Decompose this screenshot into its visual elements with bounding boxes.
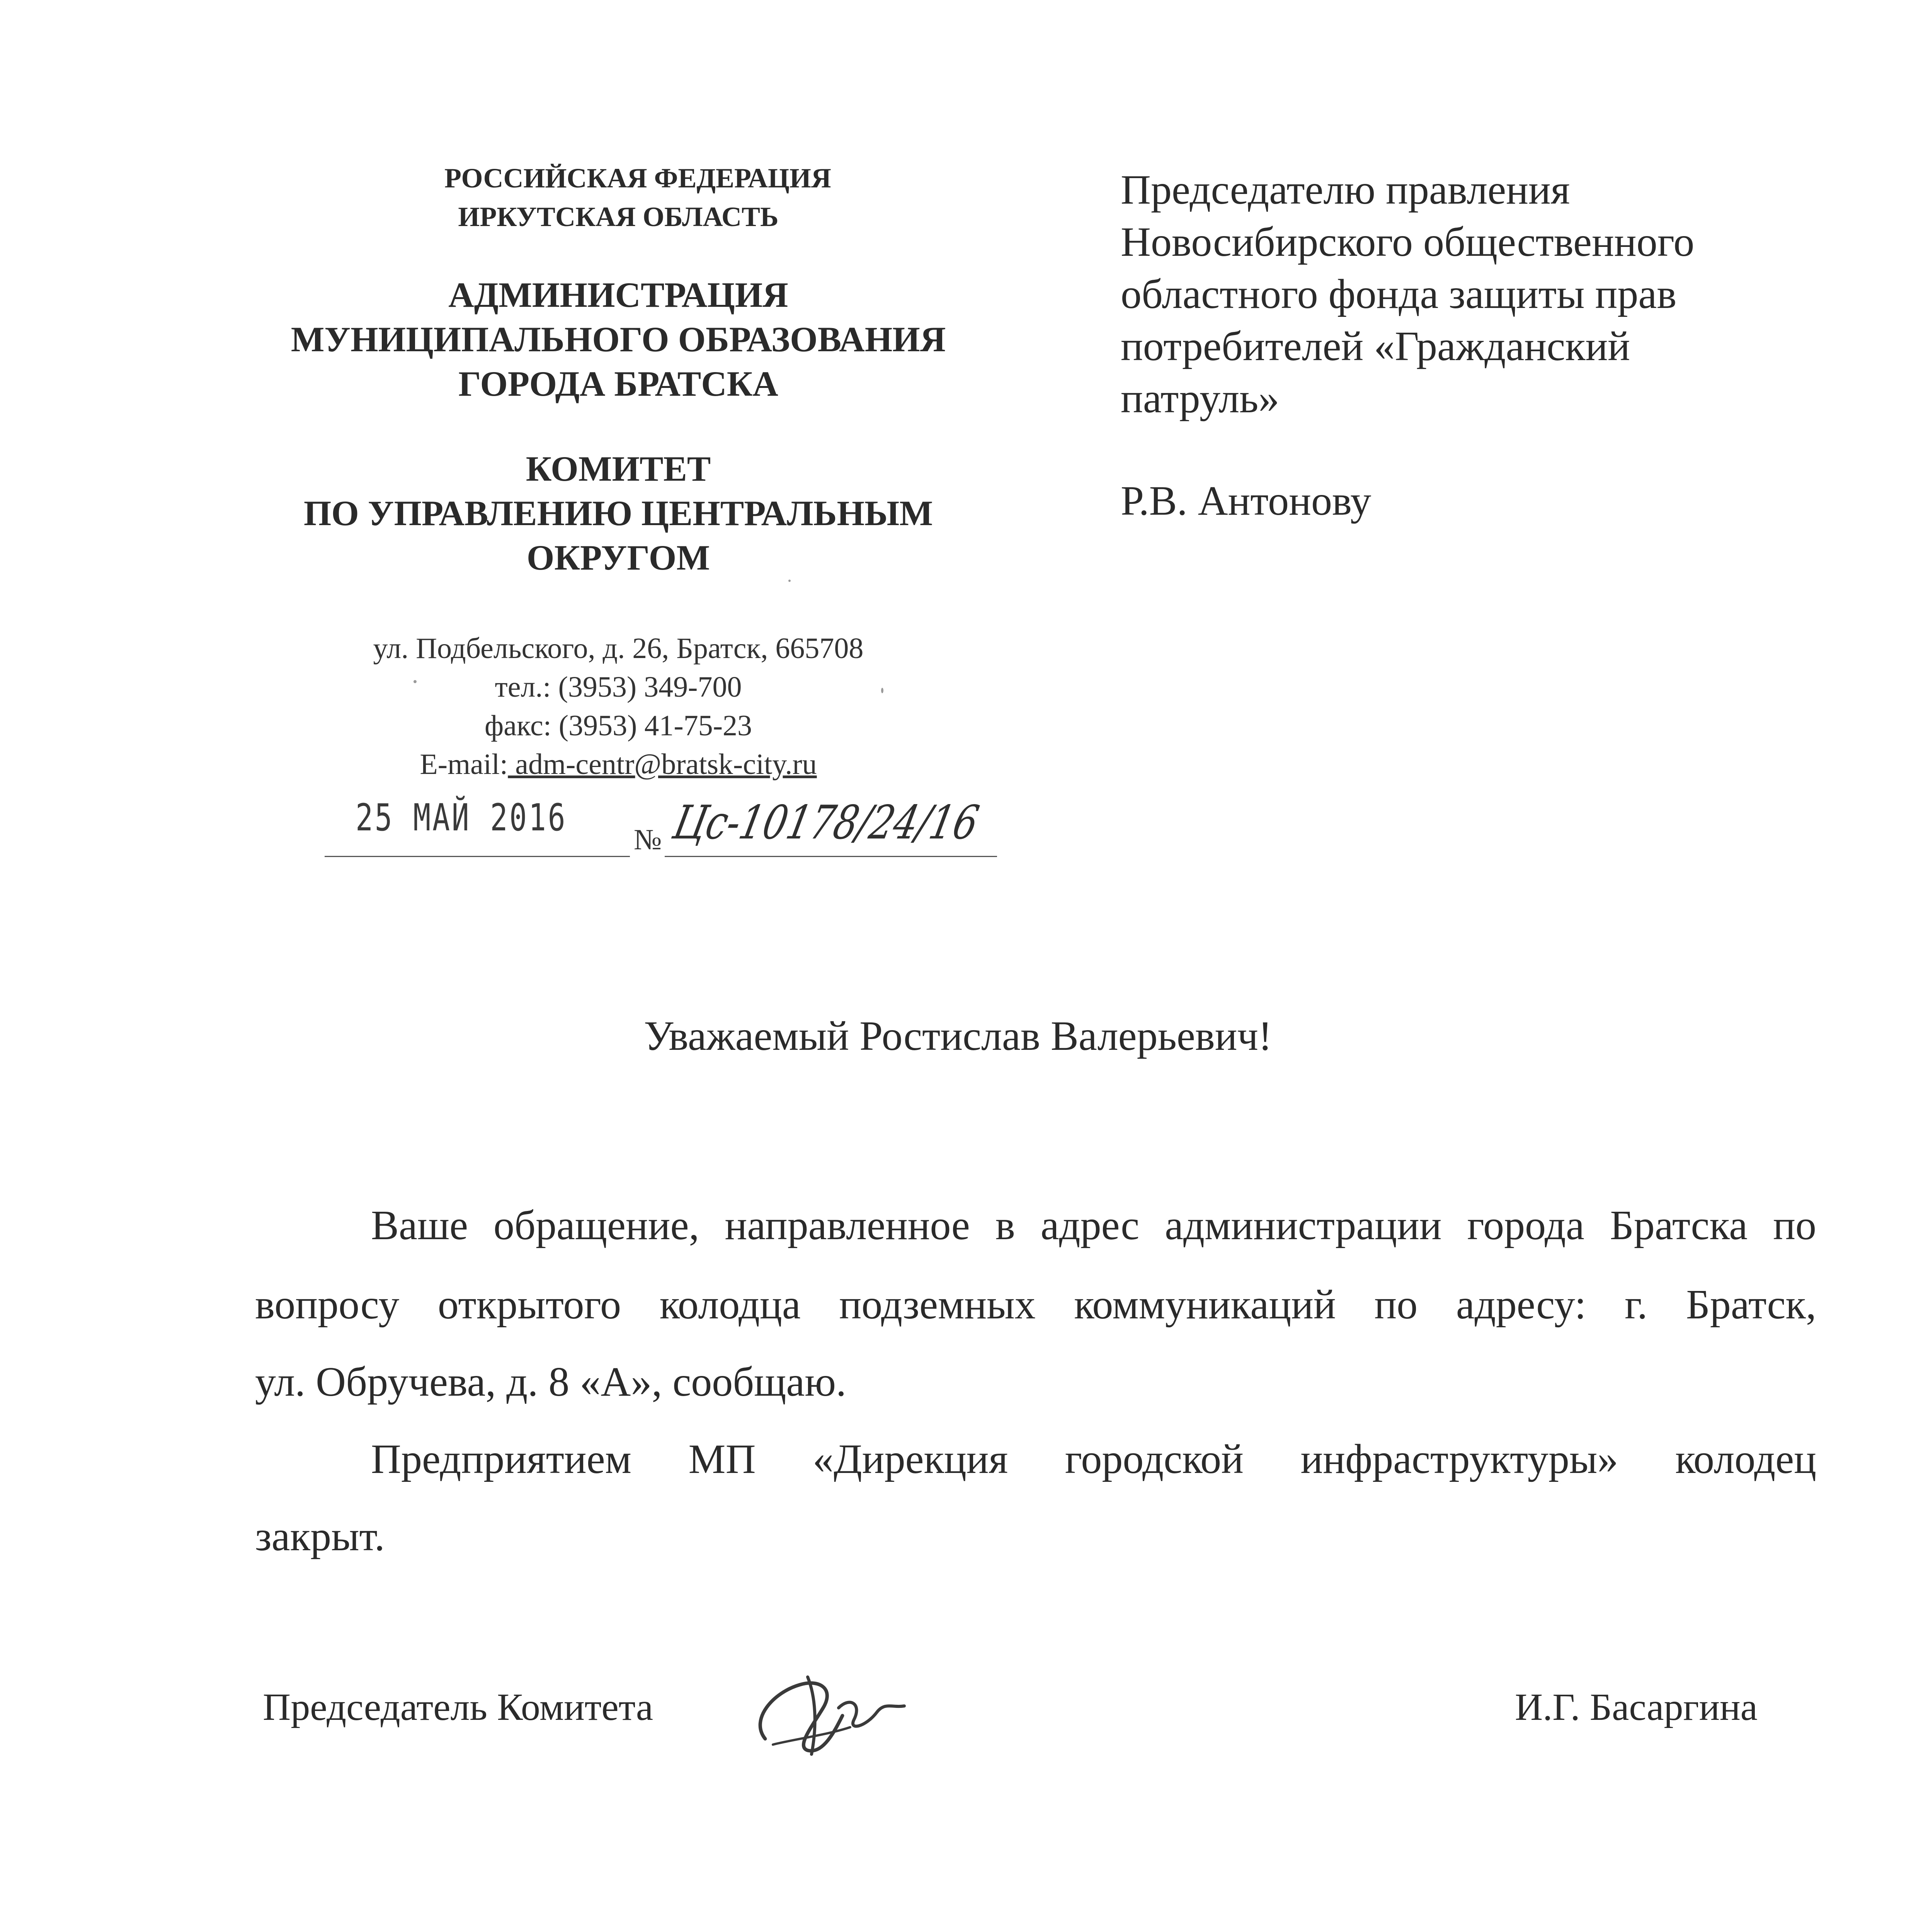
registration-number: Цс-10178/24/16 — [669, 796, 984, 850]
number-sign: № — [634, 823, 662, 856]
letterhead-email-line — [328, 748, 908, 781]
scan-speck — [881, 688, 883, 693]
addressee-name: Р.В. Антонову — [1121, 478, 1371, 524]
addressee-line-3: областного фонда защиты прав — [1121, 271, 1677, 317]
paragraph-1-line-1: Ваше обращение, направленное в адрес администрации города Братска по — [371, 1202, 1816, 1248]
scan-speck — [413, 680, 417, 683]
letterhead-fax: факс: (3953) 41-75-23 — [484, 709, 752, 742]
number-underline — [665, 856, 997, 857]
scan-speck — [788, 580, 791, 582]
date-underline — [325, 856, 630, 857]
paragraph-1-line-3: ул. Обручева, д. 8 «А», сообщаю. — [255, 1359, 847, 1405]
paragraph-1-line-2: вопросу открытого колодца подземных коммуникаций по адресу: г. Братск, — [255, 1282, 1816, 1328]
letterhead-administration-line-2: МУНИЦИПАЛЬНОГО ОБРАЗОВАНИЯ — [291, 320, 946, 359]
letterhead-administration-line-1: АДМИНИСТРАЦИЯ — [448, 275, 788, 315]
email-link[interactable]: adm-centr@bratsk-city.ru — [508, 748, 817, 781]
salutation: Уважаемый Ростислав Валерьевич! — [644, 1013, 1272, 1059]
letterhead-phone: тел.: (3953) 349-700 — [495, 671, 742, 703]
addressee-line-2: Новосибирского общественного — [1121, 219, 1695, 265]
letterhead-region: ИРКУТСКАЯ ОБЛАСТЬ — [458, 201, 779, 232]
email-label: E-mail: — [420, 748, 508, 781]
signatory-name: И.Г. Басаргина — [1515, 1685, 1758, 1728]
paragraph-2-line-1: Предприятием МП «Дирекция городской инфраструктуры» колодец — [371, 1436, 1816, 1482]
paragraph-2-line-2: закрыт. — [255, 1514, 385, 1560]
handwritten-signature — [750, 1662, 912, 1762]
date-stamp: 25 МАЙ 2016 — [356, 796, 567, 839]
addressee-line-1: Председателю правления — [1121, 167, 1570, 213]
letterhead-committee-line-2: ПО УПРАВЛЕНИЮ ЦЕНТРАЛЬНЫМ — [303, 493, 933, 533]
addressee-line-4: потребителей «Гражданский — [1121, 323, 1630, 369]
addressee-line-5: патруль» — [1121, 376, 1280, 422]
signatory-title: Председатель Комитета — [263, 1685, 653, 1728]
letterhead-country: РОССИЙСКАЯ ФЕДЕРАЦИЯ — [444, 163, 831, 194]
letterhead-address: ул. Подбельского, д. 26, Братск, 665708 — [373, 632, 864, 665]
letterhead-committee-line-3: ОКРУГОМ — [526, 538, 710, 577]
letterhead-administration-line-3: ГОРОДА БРАТСКА — [458, 364, 778, 403]
letterhead-committee-line-1: КОМИТЕТ — [526, 449, 711, 488]
